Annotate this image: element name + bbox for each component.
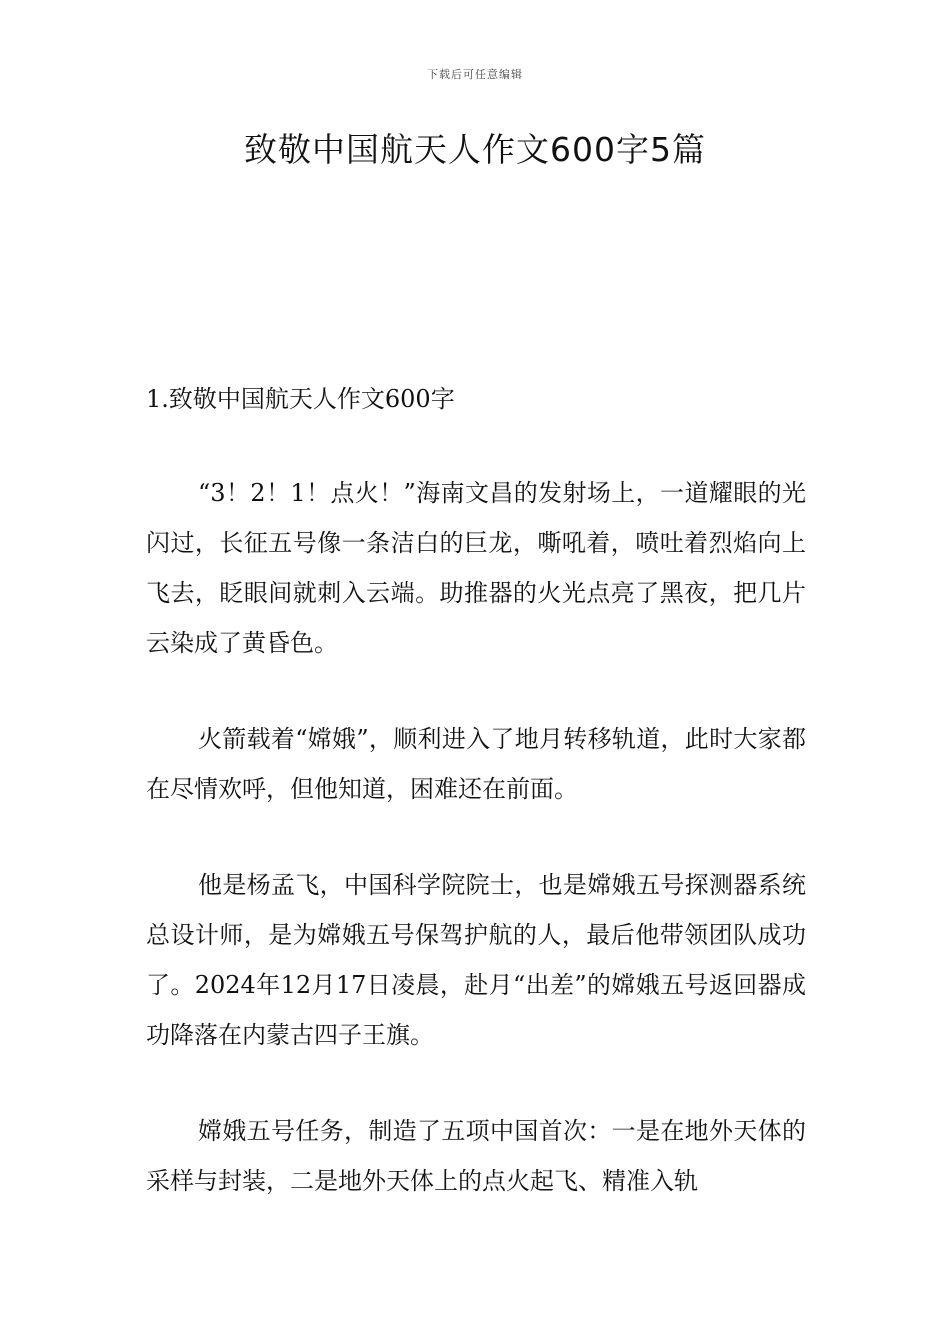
paragraph: 嫦娥五号任务，制造了五项中国首次：一是在地外天体的采样与封装，二是地外天体上的点火起飞、精准入轨 xyxy=(146,1117,806,1195)
header-note: 下载后可任意编辑 xyxy=(427,68,523,81)
document-title: 致敬中国航天人作文600字5篇 xyxy=(244,130,706,169)
document-body xyxy=(146,376,806,1252)
paragraph: 他是杨孟飞，中国科学院院士，也是嫦娥五号探测器系统总设计师，是为嫦娥五号保驾护航的人，最后他带领团队成功了。2024年12月17日凌晨，赴月“出差”的嫦娥五号返回器成功降落在内蒙古四子王旗。 xyxy=(146,871,806,1049)
paragraph: 火箭载着“嫦娥”，顺利进入了地月转移轨道，此时大家都在尽情欢呼，但他知道，困难还在前面。 xyxy=(146,725,806,803)
paragraph: “3！2！1！点火！”海南文昌的发射场上，一道耀眼的光闪过，长征五号像一条洁白的巨龙，嘶吼着，喷吐着烈焰向上飞去，眨眼间就刺入云端。助推器的火光点亮了黑夜，把几片云染成了黄昏色。 xyxy=(146,479,806,657)
section-heading: 1.致敬中国航天人作文600字 xyxy=(146,385,455,413)
